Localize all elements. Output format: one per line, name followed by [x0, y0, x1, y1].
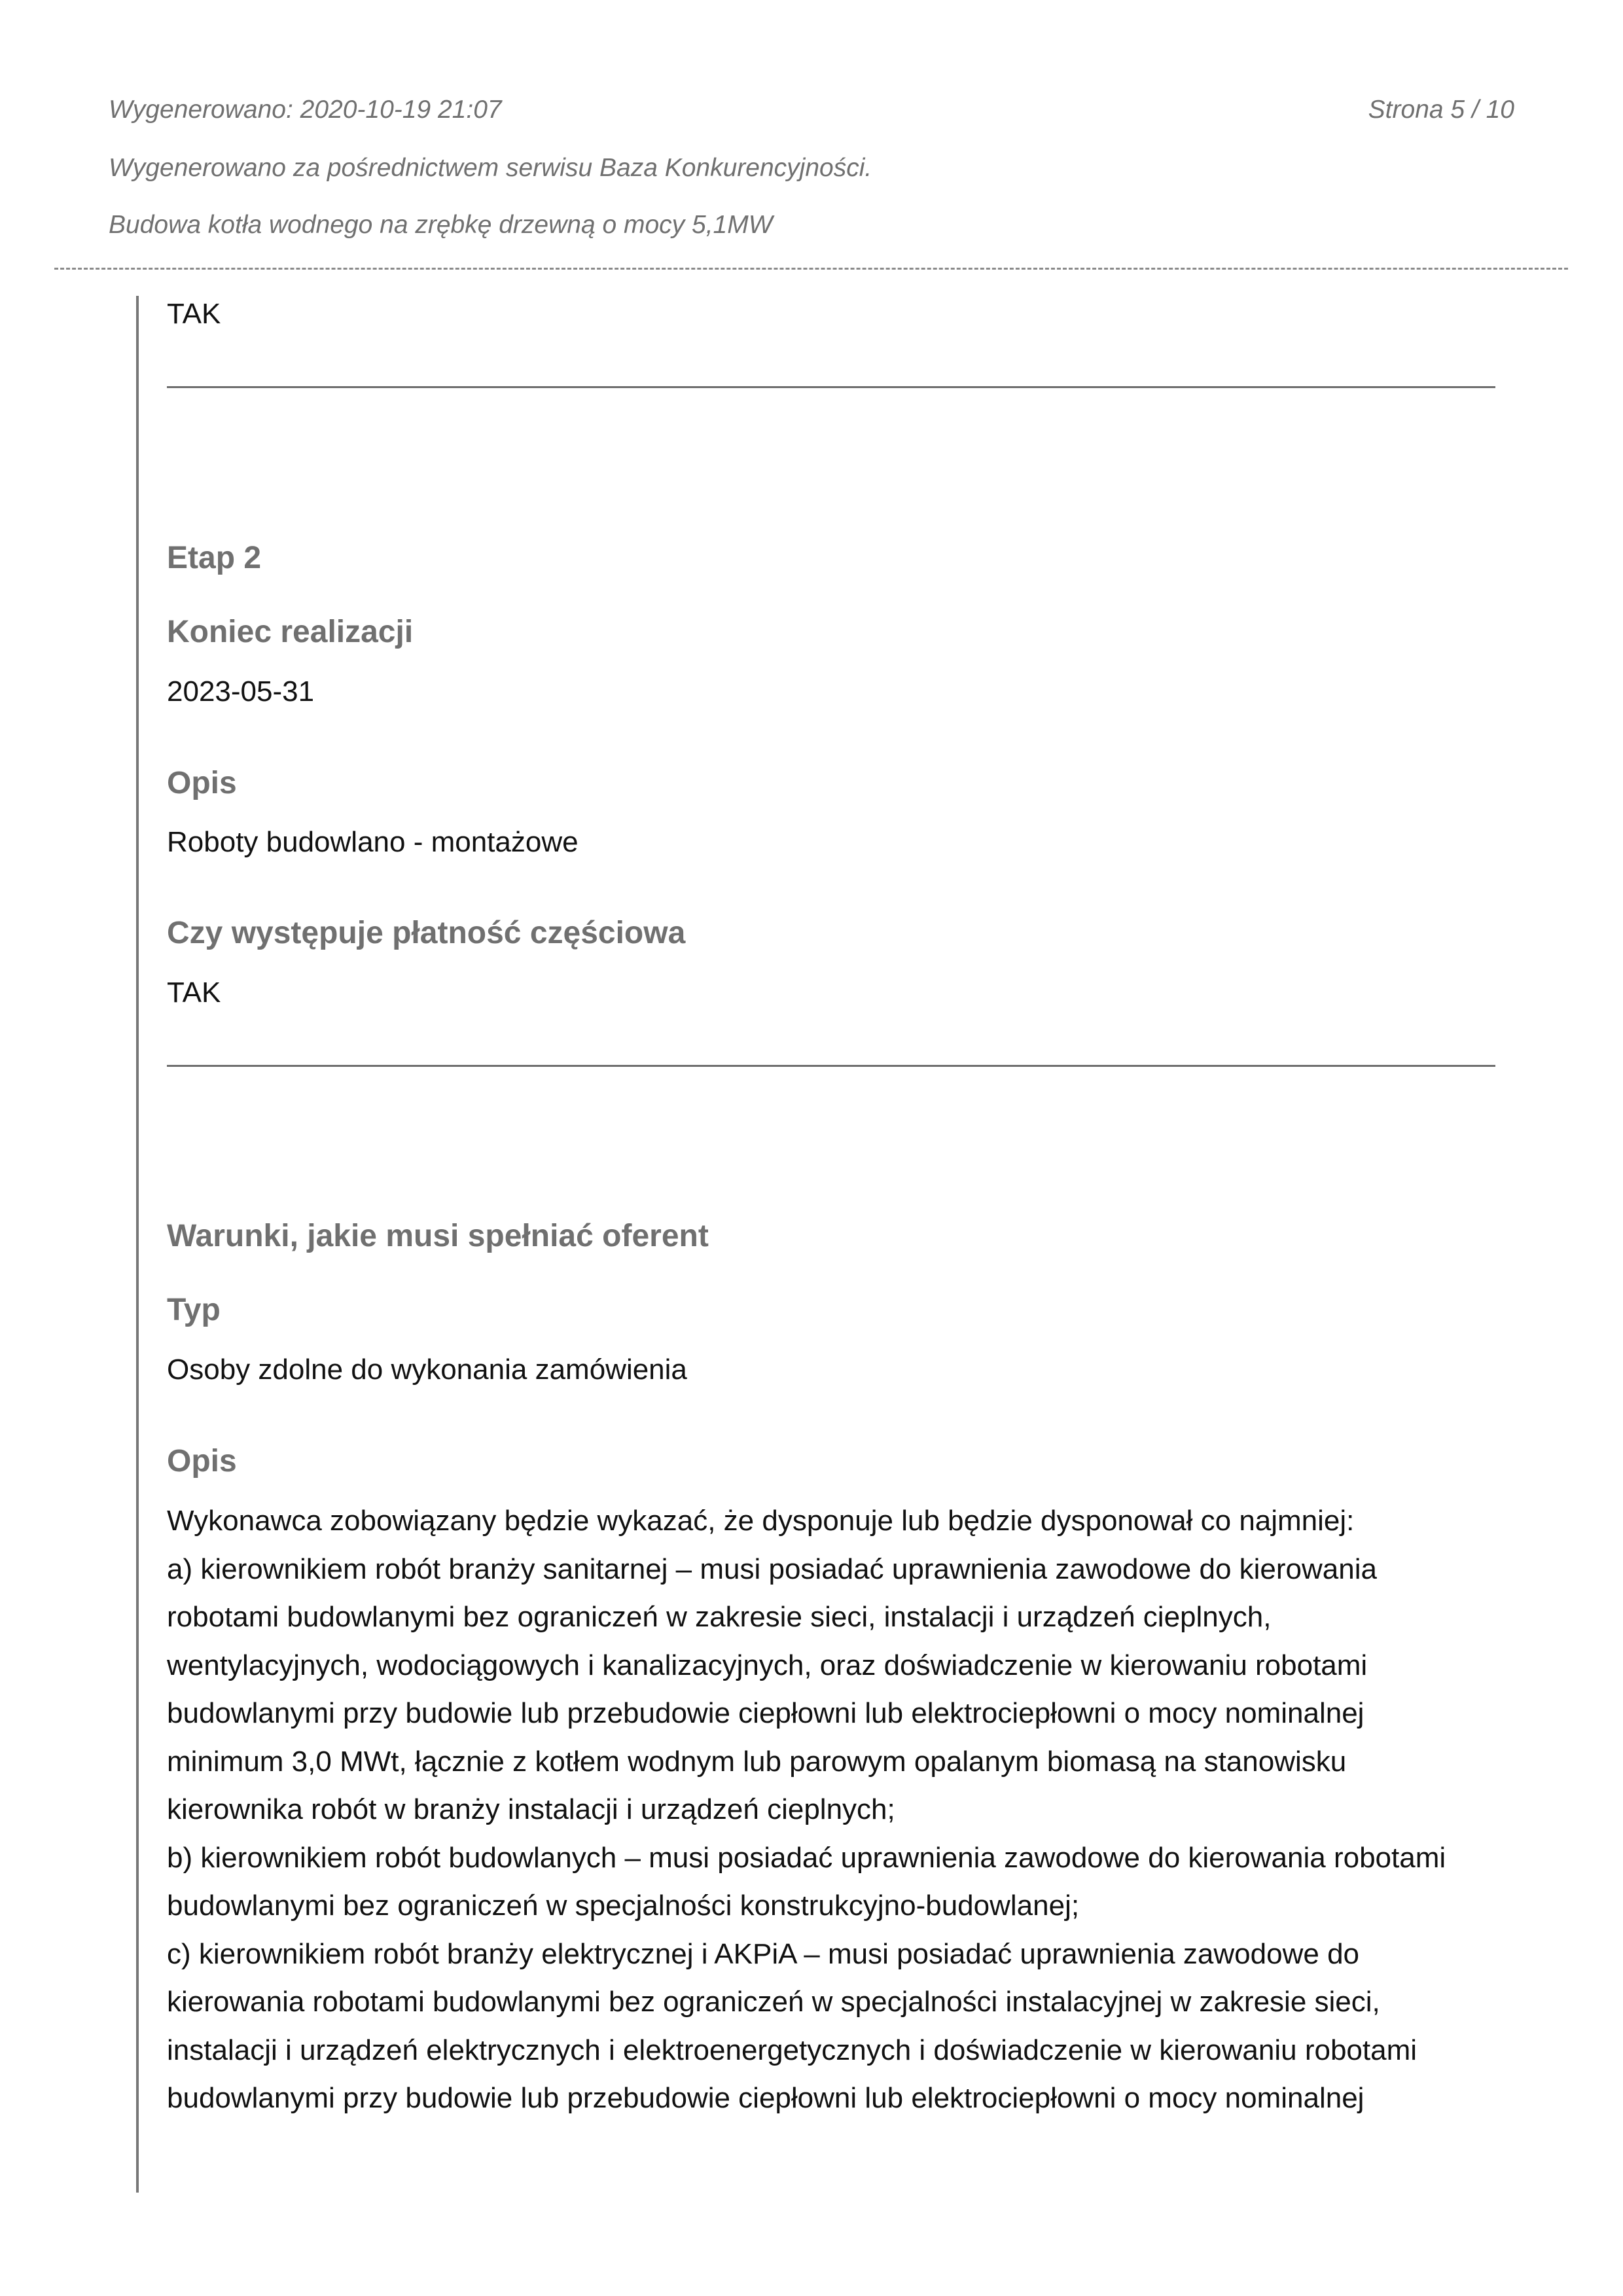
page-number: Strona 5 / 10 — [1368, 96, 1514, 124]
stage1-partial-payment-value: TAK — [167, 298, 221, 330]
description-line: kierownika robót w branży instalacji i urządzeń cieplnych; — [167, 1793, 895, 1825]
stage-divider — [167, 1065, 1495, 1067]
description-line: c) kierownikiem robót branży elektrycznej i AKPiA – musi posiadać uprawnienia zawodowe do — [167, 1937, 1360, 1970]
description-line: budowlanymi przy budowie lub przebudowie ciepłowni lub elektrociepłowni o mocy nominalnej — [167, 2082, 1364, 2114]
description-line: minimum 3,0 MWt, łącznie z kotłem wodnym lub parowym opalanym biomasą na stanowisku — [167, 1745, 1347, 1778]
stage2-end-label: Koniec realizacji — [167, 615, 414, 649]
conditions-heading: Warunki, jakie musi spełniać oferent — [167, 1219, 709, 1253]
conditions-type-value: Osoby zdolne do wykonania zamówienia — [167, 1354, 687, 1386]
stage2-heading: Etap 2 — [167, 541, 262, 575]
description-line: budowlanymi przy budowie lub przebudowie ciepłowni lub elektrociepłowni o mocy nominalnej — [167, 1697, 1364, 1729]
description-line: Wykonawca zobowiązany będzie wykazać, że dysponuje lub będzie dysponował co najmniej: — [167, 1505, 1355, 1537]
service-note: Wygenerowano za pośrednictwem serwisu Baza Konkurencyjności. — [109, 154, 872, 182]
generated-timestamp: Wygenerowano: 2020-10-19 21:07 — [109, 96, 502, 124]
header-divider — [54, 268, 1568, 270]
description-line: wentylacyjnych, wodociągowych i kanalizacyjnych, oraz doświadczenie w kierowaniu robotami — [167, 1649, 1368, 1681]
conditions-type-label: Typ — [167, 1293, 221, 1327]
conditions-description — [167, 1497, 1499, 2123]
description-line: kierowania robotami budowlanymi bez ograniczeń w specjalności instalacyjnej w zakresie sieci, — [167, 1986, 1380, 2018]
description-line: budowlanymi bez ograniczeń w specjalności konstrukcyjno-budowlanej; — [167, 1890, 1080, 1922]
description-line: robotami budowlanymi bez ograniczeń w zakresie sieci, instalacji i urządzeń cieplnych, — [167, 1601, 1272, 1633]
conditions-desc-label: Opis — [167, 1444, 237, 1479]
stage2-desc-label: Opis — [167, 766, 237, 800]
description-line: a) kierownikiem robót branży sanitarnej – musi posiadać uprawnienia zawodowe do kierowania — [167, 1552, 1377, 1585]
stage2-partial-value: TAK — [167, 977, 221, 1009]
description-line: instalacji i urządzeń elektrycznych i elektroenergetycznych i doświadczenie w kierowaniu robotami — [167, 2034, 1418, 2066]
stage-divider — [167, 386, 1495, 388]
section-left-border — [136, 296, 139, 2193]
stage2-desc-value: Roboty budowlano - montażowe — [167, 826, 579, 858]
stage2-partial-label: Czy występuje płatność częściowa — [167, 916, 686, 950]
stage2-end-value: 2023-05-31 — [167, 675, 315, 708]
description-line: b) kierownikiem robót budowlanych – musi posiadać uprawnienia zawodowe do kierowania robotami — [167, 1841, 1446, 1874]
document-title: Budowa kotła wodnego na zrębkę drzewną o mocy 5,1MW — [109, 211, 773, 239]
